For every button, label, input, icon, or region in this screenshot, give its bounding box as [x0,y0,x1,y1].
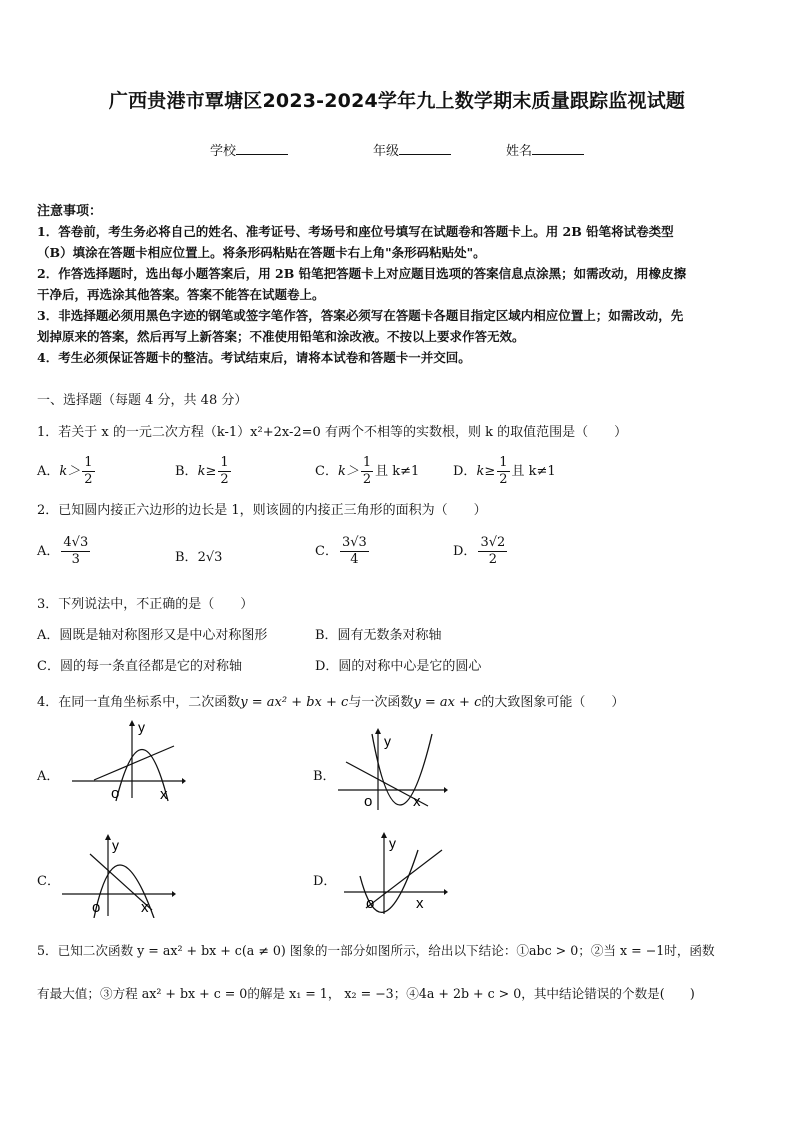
q1-option-a[interactable] [37,455,97,488]
notice-heading: 注意事项： [37,204,103,219]
y-label: y [112,837,119,853]
y-axis-arrow [375,728,381,734]
origin-label: o [364,793,373,810]
grade-blank[interactable] [399,142,451,155]
notice-line-1: 1．答卷前，考生务必将自己的姓名、准考证号、考场号和座位号填写在试题卷和答题卡上。用 2B 铅笔将试卷类型 [37,224,674,239]
q3-stem: 3．下列说法中，不正确的是（ ） [37,597,254,612]
q2-option-a[interactable] [37,535,92,568]
line [94,746,174,780]
q3-option-c[interactable]: C．圆的每一条直径都是它的对称轴 [37,659,242,674]
q2-c-label: C． [315,544,338,559]
y-label: y [389,835,396,851]
q4-stem-part3: 的大致图象可能（ ） [481,695,625,710]
q4-linear: y = ax + c [413,695,482,710]
grade-label: 年级 [373,144,400,159]
x-label: x [141,899,149,916]
q2-a-label: A． [37,544,60,559]
school-label: 学校 [210,144,237,159]
name-blank[interactable] [532,142,584,155]
x-axis-arrow [172,891,176,897]
q4-label-d[interactable]: D． [313,874,337,889]
school-field [210,140,288,159]
x-axis-arrow [444,889,448,895]
q4-graph-c[interactable] [58,832,176,918]
origin-label: o [366,895,375,912]
x-label: x [160,786,168,802]
q3-option-d[interactable]: D．圆的对称中心是它的圆心 [315,659,482,674]
name-label: 姓名 [506,144,533,159]
q4-graph-d[interactable] [342,830,448,914]
q4-label-b[interactable]: B． [313,769,336,784]
q1-a-label: A． [37,464,60,479]
q4-stem-part2: 与一次函数 [348,695,414,710]
y-axis-arrow [105,834,111,840]
q1-b-label: B． [175,464,198,479]
q4-graph-b[interactable] [336,726,448,810]
q1-b-relation: k≥ [197,464,217,479]
q4-stem-part1: 4．在同一直角坐标系中，二次函数 [37,695,241,710]
q2-b-label: B． [175,550,198,565]
grade-field [373,140,451,159]
q5-line-1: 5．已知二次函数 y = ax² + bx + c(a ≠ 0) 图象的一部分如图所示，给出以下结论：①abc > 0；②当 x = −1时，函数 [37,943,715,958]
q2-a-fraction: $\frac{4√3}{3}$ [63,535,89,567]
q2-option-b[interactable] [175,546,222,565]
line [366,850,442,908]
q1-b-fraction: $\frac{1}{2}$ [220,455,229,487]
q1-c-tail: 且 k≠1 [375,464,420,479]
q4-stem [37,691,624,710]
notice-line-5: 3．非选择题必须用黑色字迹的钢笔或签字笔作答，答案必须写在答题卡各题目指定区域内相应位置上；如需改动，先 [37,308,684,323]
x-axis-arrow [182,778,186,784]
q2-option-c[interactable] [315,535,371,568]
notice-line-2: （B）填涂在答题卡相应位置上。将条形码粘贴在答题卡右上角"条形码粘贴处"。 [37,245,486,260]
origin-label: o [92,899,101,916]
q1-d-fraction: $\frac{1}{2}$ [499,455,508,487]
q4-label-a[interactable]: A． [37,769,60,784]
q1-option-c[interactable] [315,455,419,488]
q5-line-2: 有最大值；③方程 ax² + bx + c = 0的解是 x₁ = 1， x₂ = −3；④4a + 2b + c > 0，其中结论错误的个数是( ) [37,986,695,1001]
section-heading: 一、选择题（每题 4 分，共 48 分） [37,393,248,408]
origin-label: o [111,785,120,802]
q1-stem: 1．若关于 x 的一元二次方程（k-1）x²+2x-2=0 有两个不相等的实数根，则 k 的取值范围是（ ） [37,425,628,440]
notice-line-4: 干净后，再选涂其他答案。答案不能答在试题卷上。 [37,287,325,302]
q1-c-label: C． [315,464,338,479]
y-label: y [138,719,145,735]
x-axis-arrow [444,787,448,793]
q1-d-tail: 且 k≠1 [511,464,556,479]
q2-option-d[interactable] [453,535,509,568]
q2-b-value: 2√3 [197,550,223,565]
q3-option-a[interactable]: A．圆既是轴对称图形又是中心对称图形 [37,628,268,643]
q4-quadratic: y = ax² + bx + c [240,695,349,710]
parabola [372,734,432,805]
school-blank[interactable] [236,142,288,155]
q4-label-c[interactable]: C． [37,874,60,889]
q1-option-d[interactable] [453,455,556,488]
q2-d-fraction: $\frac{3√2}{2}$ [480,535,506,567]
y-axis-arrow [129,720,135,726]
q1-d-label: D． [453,464,477,479]
y-axis-arrow [381,832,387,838]
q2-d-label: D． [453,544,477,559]
notice-line-3: 2．作答选择题时，选出每小题答案后，用 2B 铅笔把答题卡上对应题目选项的答案信息点涂黑；如需改动，用橡皮擦 [37,266,687,281]
q1-a-relation: k＞ [59,464,81,479]
q1-c-relation: k＞ [337,464,359,479]
q2-c-fraction: $\frac{3√3}{4}$ [341,535,367,567]
notice-line-7: 4．考生必须保证答题卡的整洁。考试结束后，请将本试卷和答题卡一并交回。 [37,350,471,365]
q1-option-b[interactable] [175,455,233,488]
exam-title: 广西贵港市覃塘区2023-2024学年九上数学期末质量跟踪监视试题 [108,90,686,112]
q4-graph-a[interactable] [64,718,186,802]
q3-option-b[interactable]: B．圆有无数条对称轴 [315,628,442,643]
q2-stem: 2．已知圆内接正六边形的边长是 1，则该圆的内接正三角形的面积为（ ） [37,503,487,518]
q1-a-fraction: $\frac{1}{2}$ [84,455,93,487]
x-label: x [413,793,421,810]
q1-d-relation: k≥ [476,464,496,479]
notice-line-6: 划掉原来的答案，然后再写上新答案；不准使用铅笔和涂改液。不按以上要求作答无效。 [37,329,525,344]
name-field [506,140,584,159]
x-label: x [416,895,424,912]
y-label: y [384,733,391,749]
q1-c-fraction: $\frac{1}{2}$ [362,455,372,487]
